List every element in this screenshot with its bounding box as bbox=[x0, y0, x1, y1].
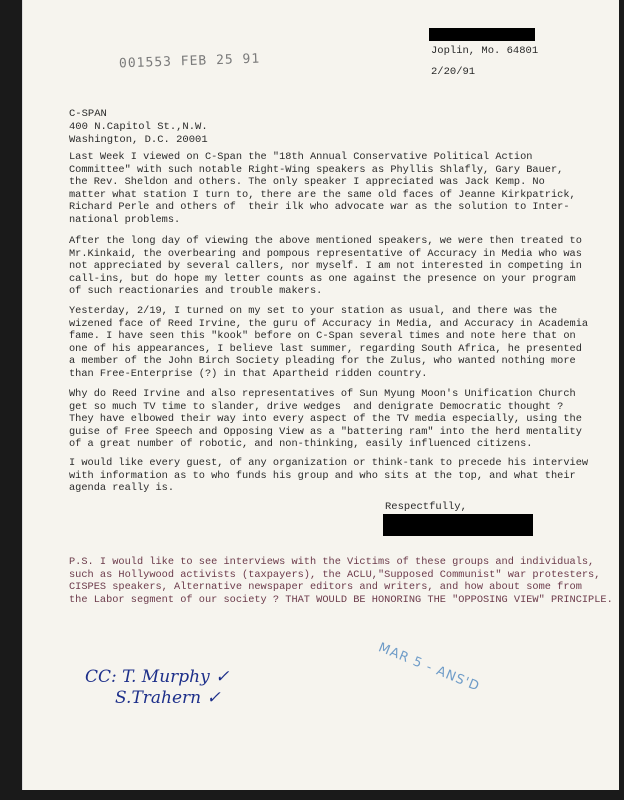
handwritten-cc-1: CC: T. Murphy ✓ bbox=[85, 667, 230, 687]
letter-date: 2/20/91 bbox=[431, 66, 476, 78]
recipient-address bbox=[69, 108, 208, 147]
recipient-line-2: 400 N.Capitol St.,N.W. bbox=[69, 121, 208, 133]
sender-city: Joplin, Mo. 64801 bbox=[431, 45, 539, 57]
recipient-line-3: Washington, D.C. 20001 bbox=[69, 134, 208, 146]
closing: Respectfully, bbox=[385, 501, 467, 513]
body-paragraph-1: Last Week I viewed on C-Span the "18th Annual Conservative Political Action Committee" with such notable Right-Wing speakers as Phyllis Shlafly, Gary Bauer, the Rev. Sheldon and others. The only speaker I appreciated was Jack Kemp. No matter what station I turn to, there are the same old faces of Jeanne Kirkpatrick, Richard Perle and others of their ilk who advocate war as the solution to Inter- national problems. bbox=[69, 151, 576, 226]
body-paragraph-5: I would like every guest, of any organization or think-tank to precede his interview with information as to who funds his group and who sits at the top, and what their agenda really is. bbox=[69, 457, 589, 495]
handwritten-cc-2: S.Trahern ✓ bbox=[115, 688, 221, 708]
recipient-line-1: C-SPAN bbox=[69, 108, 107, 120]
answered-stamp: MAR 5 - ANS'D bbox=[376, 640, 482, 695]
body-paragraph-4: Why do Reed Irvine and also representatives of Sun Myung Moon's Unification Church get so much TV time to slander, drive wedges and denigrate Democratic thought ? They have elbowed their way into every aspect of the TV media especially, using the guise of Free Speech and Opposing View as a "battering ram" into the herd mentality of a great number of robotic, and non-thinking, easily influenced citizens. bbox=[69, 388, 582, 451]
body-paragraph-2: After the long day of viewing the above mentioned speakers, we were then treated to Mr.Kinkaid, the overbearing and pompous representative of Accuracy in Media who was not appreciated by several callers, nor myself. I am not interested in competing in call-ins, but do hope my letter counts as one against the presence on your program of such reactionaries and trouble makers. bbox=[69, 235, 582, 298]
redacted-sender-name bbox=[429, 28, 535, 41]
body-paragraph-3: Yesterday, 2/19, I turned on my set to your station as usual, and there was the wizened face of Reed Irvine, the guru of Accuracy in Media, and Accuracy in Academia fame. I have seen this "kook" before on C-Span several times and note here that on one of his appearances, I believe last summer, regarding South Africa, he presented a member of the John Birch Society pleading for the Zulus, who wanted nothing more than Free-Enterprise (?) in that Apartheid ridden country. bbox=[69, 305, 589, 380]
receipt-stamp: 001553 FEB 25 91 bbox=[118, 51, 261, 72]
letter-page bbox=[22, 0, 619, 790]
redacted-signature bbox=[383, 514, 533, 536]
postscript: P.S. I would like to see interviews with the Victims of these groups and individuals, such as Hollywood activists (taxpayers), the ACLU,"Supposed Communist" war protesters, CISPES speakers, Alternative newspaper editors and writers, and how about some from the Labor segment of our society ? THAT WOULD BE HONORING THE "OPPOSING VIEW" PRINCIPLE. bbox=[69, 556, 613, 606]
